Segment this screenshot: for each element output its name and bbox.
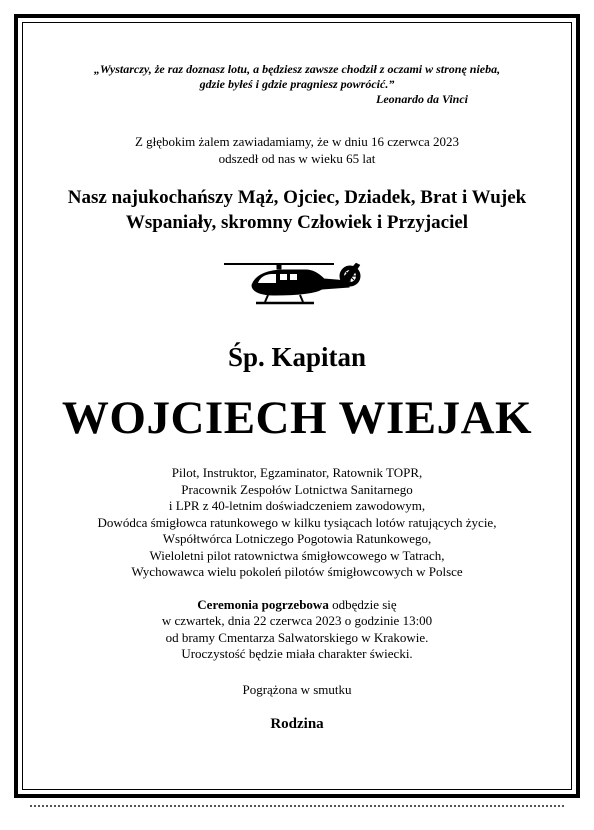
roles-list [28, 465, 566, 581]
role-line: i LPR z 40-letnim doświadczeniem zawodowym, [168, 498, 426, 513]
headline [28, 185, 566, 235]
role-line: Dowódca śmigłowca ratunkowego w kilku tysiącach lotów ratujących życie, [97, 514, 497, 530]
quote-line: „Wystarczy, że raz doznasz lotu, a będziesz zawsze chodził z oczami w stronę nieba, [93, 62, 501, 76]
role-line: Pilot, Instruktor, Egzaminator, Ratownik TOPR, [171, 465, 423, 480]
quote-line: gdzie byłeś i gdzie pragniesz powrócić.” [199, 77, 395, 91]
ceremony-info [28, 597, 566, 663]
announcement-line: Z głębokim żalem zawiadamiamy, że w dniu 16 czerwca 2023 [134, 134, 460, 149]
ceremony-line: Uroczystość będzie miała charakter świecki. [181, 646, 413, 661]
headline-line: Nasz najukochańszy Mąż, Ojciec, Dziadek, Brat i Wujek [67, 187, 527, 208]
ceremony-first-line [28, 597, 566, 614]
helicopter-icon [222, 259, 372, 313]
obituary-content [28, 28, 566, 734]
helicopter-graphic [28, 259, 566, 313]
ceremony-line: od bramy Cmentarza Salwatorskiego w Krakowie. [165, 629, 429, 645]
headline-line: Wspaniały, skromny Człowiek i Przyjaciel [125, 212, 469, 233]
bottom-dotted-line [30, 805, 564, 807]
role-line: Współtwórca Lotniczego Pogotowia Ratunkowego, [162, 531, 432, 546]
role-line: Wychowawca wielu pokoleń pilotów śmigłowcowych w Polsce [131, 564, 463, 579]
announcement [28, 133, 566, 167]
ceremony-first-rest: odbędzie się [328, 596, 397, 612]
mourning-text: Pogrążona w smutku [242, 681, 352, 697]
ceremony-line: w czwartek, dnia 22 czerwca 2023 o godzinie 13:00 [161, 613, 433, 628]
role-line: Pracownik Zespołów Lotnictwa Sanitarnego [181, 481, 413, 497]
title-prefix: Śp. Kapitan [227, 342, 367, 372]
family-signature: Rodzina [270, 715, 324, 732]
deceased-name: WOJCIECH WIEJAK [61, 392, 533, 444]
announcement-line: odszedł od nas w wieku 65 lat [218, 151, 376, 166]
role-line: Wieloletni pilot ratownictwa śmigłowcowego w Tatrach, [149, 547, 445, 563]
quote [28, 62, 566, 92]
ceremony-label: Ceremonia pogrzebowa [197, 596, 329, 612]
quote-author: Leonardo da Vinci [375, 92, 468, 106]
